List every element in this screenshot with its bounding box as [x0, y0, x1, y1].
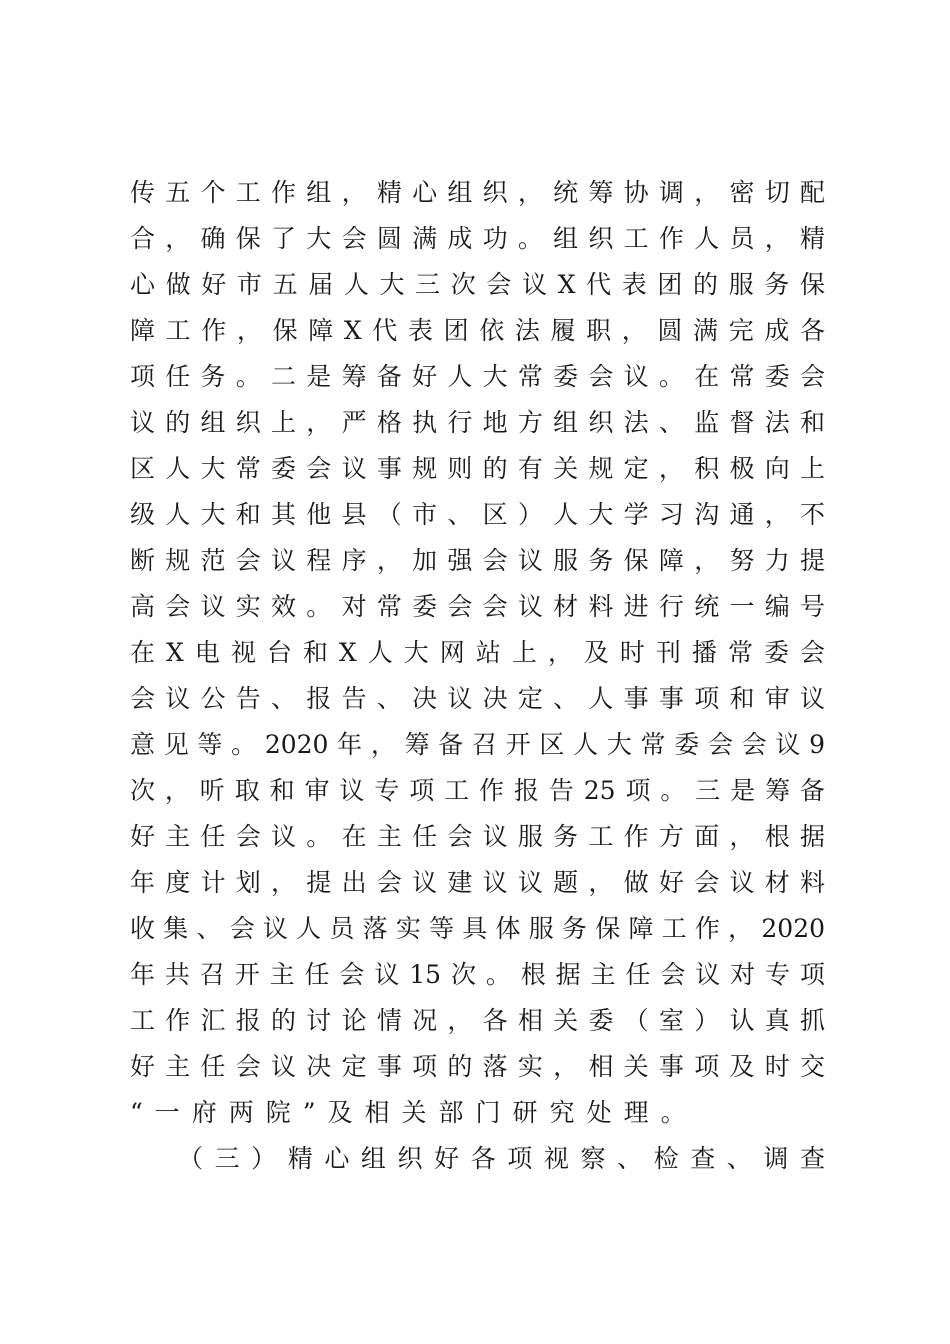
- text-line: 好主任会议。在主任会议服务工作方面，根据: [130, 822, 825, 851]
- text-line: 在X电视台和X人大网站上，及时刊播常委会: [130, 638, 825, 667]
- text-line: 次，听取和审议专项工作报告25项。三是筹备: [130, 776, 825, 805]
- text-line: 好主任会议决定事项的落实，相关事项及时交: [130, 1052, 825, 1081]
- text-line: 心做好市五届人大三次会议X代表团的服务保: [130, 270, 825, 299]
- text-line: 议的组织上，严格执行地方组织法、监督法和: [130, 408, 825, 437]
- text-line: 年共召开主任会议15次。根据主任会议对专项: [130, 960, 825, 989]
- text-line: 工作汇报的讨论情况，各相关委（室）认真抓: [130, 1006, 825, 1035]
- paragraph-end-line: “一府两院”及相关部门研究处理。: [130, 1098, 698, 1127]
- text-line: 障工作，保障X代表团依法履职，圆满完成各: [130, 316, 825, 345]
- text-line: 断规范会议程序，加强会议服务保障，努力提: [130, 546, 825, 575]
- text-line: 区人大常委会议事规则的有关规定，积极向上: [130, 454, 825, 483]
- section-heading-line: （三）精心组织好各项视察、检查、调查: [178, 1144, 825, 1173]
- body-text: [130, 170, 825, 1182]
- text-line: 高会议实效。对常委会会议材料进行统一编号: [130, 592, 825, 621]
- text-line: 意见等。2020年，筹备召开区人大常委会会议9: [130, 730, 825, 759]
- text-line: 项任务。二是筹备好人大常委会议。在常委会: [130, 362, 825, 391]
- text-line: 级人大和其他县（市、区）人大学习沟通，不: [130, 500, 825, 529]
- text-line: 年度计划，提出会议建议议题，做好会议材料: [130, 868, 825, 897]
- text-line: 合，确保了大会圆满成功。组织工作人员，精: [130, 224, 825, 253]
- text-line: 收集、会议人员落实等具体服务保障工作，2020: [130, 914, 825, 943]
- text-line: 会议公告、报告、决议决定、人事事项和审议: [130, 684, 825, 713]
- text-line: 传五个工作组，精心组织，统筹协调，密切配: [130, 178, 825, 207]
